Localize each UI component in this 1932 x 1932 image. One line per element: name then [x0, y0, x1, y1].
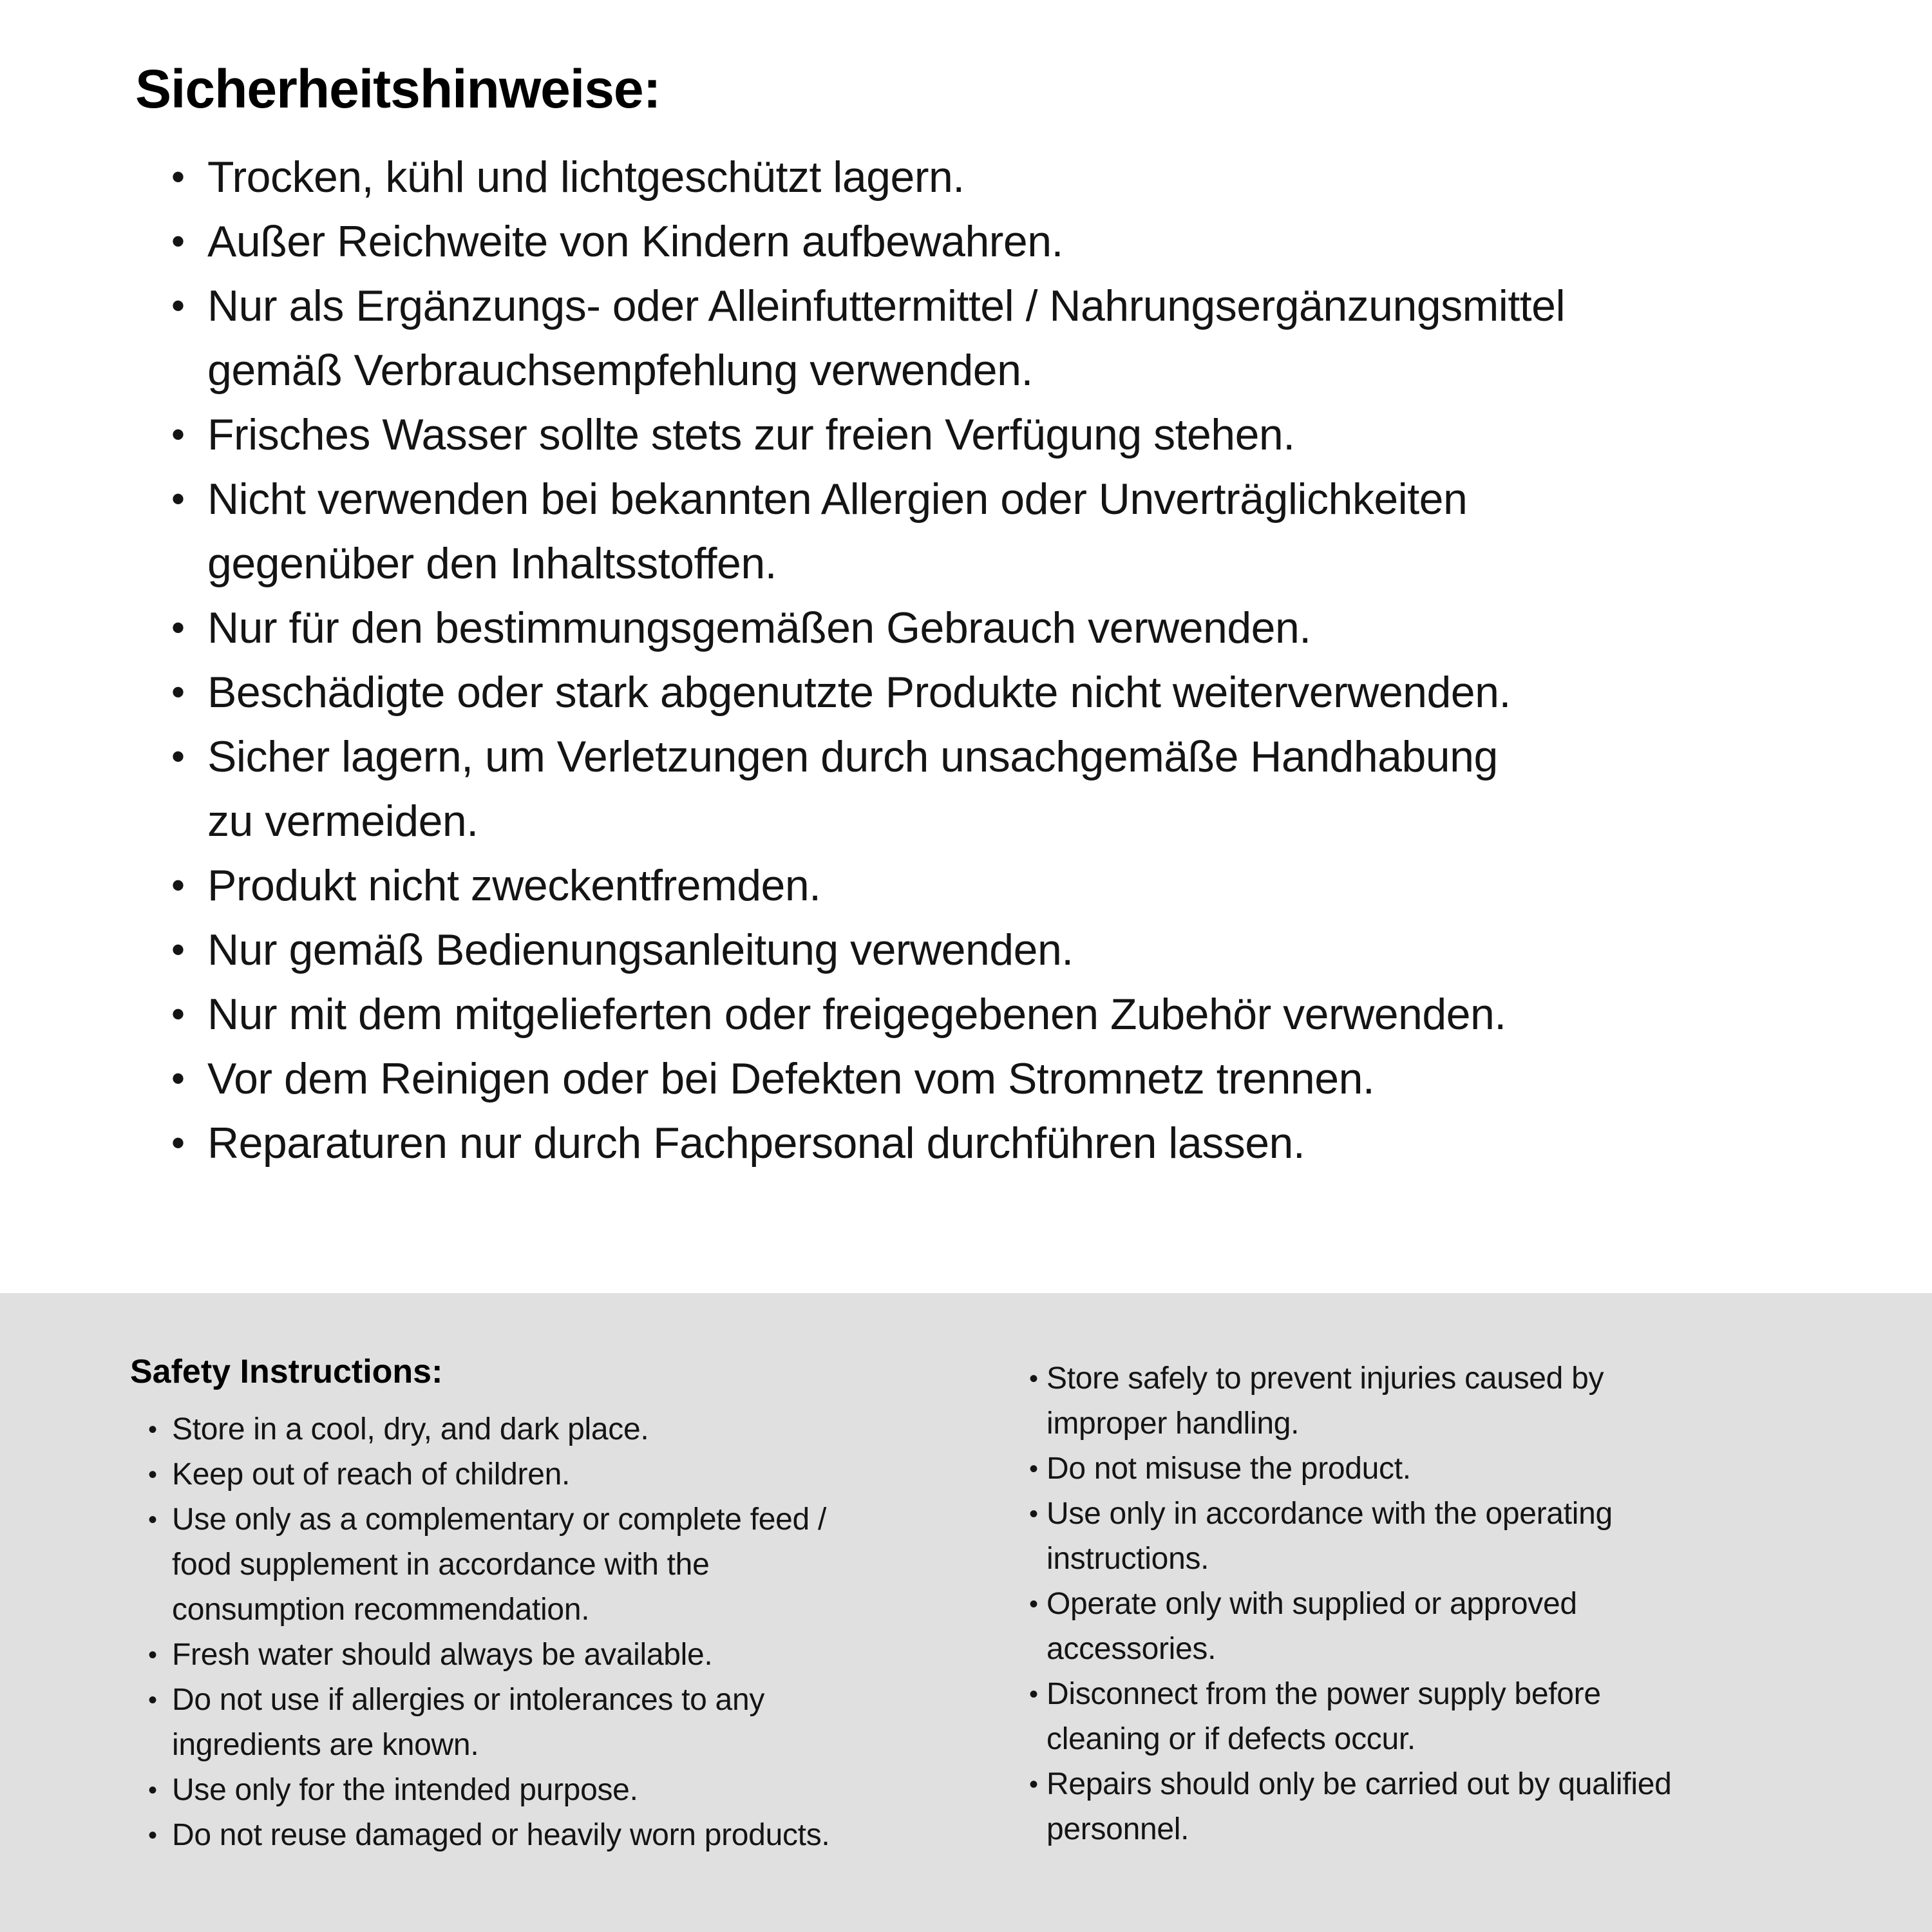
german-safety-title: Sicherheitshinweise:: [135, 59, 661, 119]
list-item-text: Keep out of reach of children.: [172, 1457, 571, 1492]
list-item-text: improper handling.: [1046, 1406, 1300, 1441]
list-item: [171, 274, 1565, 338]
list-item: [171, 724, 1565, 789]
list-item-text: Außer Reichweite von Kindern aufbewahren.: [207, 217, 1063, 266]
list-item-wrap-line: [1029, 1401, 1672, 1446]
list-item: [130, 1497, 829, 1542]
bullet-icon: •: [171, 1121, 185, 1164]
english-safety-heading: Safety Instructions:: [130, 1353, 443, 1390]
list-item-text: zu vermeiden.: [207, 797, 478, 846]
bullet-icon: •: [1029, 1590, 1038, 1618]
bullet-icon: •: [171, 864, 185, 907]
list-item-text: Operate only with supplied or approved: [1046, 1587, 1577, 1621]
list-item-text: Store in a cool, dry, and dark place.: [172, 1412, 649, 1446]
bullet-icon: •: [1029, 1365, 1038, 1393]
bullet-icon: •: [171, 284, 185, 327]
list-item-wrap-line: [130, 1542, 829, 1587]
list-item-text: Do not reuse damaged or heavily worn products.: [172, 1818, 830, 1852]
bullet-icon: •: [148, 1641, 157, 1669]
list-item-text: Nicht verwenden bei bekannten Allergien oder Unverträglichkeiten: [207, 475, 1468, 524]
list-item-text: Repairs should only be carried out by qualified: [1046, 1767, 1672, 1801]
bullet-icon: •: [171, 220, 185, 263]
bullet-icon: •: [171, 413, 185, 456]
list-item: [130, 1768, 829, 1813]
list-item: [171, 918, 1565, 982]
list-item-text: Store safely to prevent injuries caused by: [1046, 1361, 1604, 1396]
list-item: [1029, 1492, 1672, 1537]
list-item-text: Frisches Wasser sollte stets zur freien Verfügung stehen.: [207, 410, 1295, 459]
list-item: [171, 1046, 1565, 1111]
list-item: [130, 1813, 829, 1858]
list-item-text: Use only for the intended purpose.: [172, 1773, 638, 1807]
bullet-icon: •: [171, 992, 185, 1036]
bullet-icon: •: [148, 1416, 157, 1444]
list-item-text: ingredients are known.: [172, 1728, 479, 1762]
list-item: [171, 982, 1565, 1046]
list-item-text: Use only in accordance with the operating: [1046, 1497, 1613, 1531]
bullet-icon: •: [171, 155, 185, 198]
list-item-text: Use only as a complementary or complete feed /: [172, 1502, 827, 1537]
bullet-icon: •: [148, 1686, 157, 1714]
list-item: [171, 467, 1565, 531]
list-item: [171, 853, 1565, 918]
list-item: [1029, 1582, 1672, 1627]
list-item-text: accessories.: [1046, 1632, 1217, 1666]
list-item-text: Nur mit dem mitgelieferten oder freigegebenen Zubehör verwenden.: [207, 990, 1506, 1039]
bullet-icon: •: [1029, 1770, 1038, 1799]
list-item: [1029, 1762, 1672, 1807]
bullet-icon: •: [148, 1821, 157, 1850]
list-item-text: food supplement in accordance with the: [172, 1548, 710, 1582]
english-column-left: [130, 1407, 829, 1858]
bullet-icon: •: [171, 1057, 185, 1100]
list-item-text: Reparaturen nur durch Fachpersonal durchführen lassen.: [207, 1119, 1305, 1168]
list-item: [171, 1111, 1565, 1175]
list-item-wrap-line: [130, 1723, 829, 1768]
list-item-wrap-line: [171, 338, 1565, 402]
bullet-icon: •: [171, 735, 185, 778]
bullet-icon: •: [171, 670, 185, 714]
list-item: [171, 596, 1565, 660]
list-item-text: Fresh water should always be available.: [172, 1638, 713, 1672]
bullet-icon: •: [1029, 1680, 1038, 1709]
list-item-text: Nur für den bestimmungsgemäßen Gebrauch verwenden.: [207, 603, 1311, 652]
list-item: [1029, 1672, 1672, 1717]
bullet-icon: •: [148, 1461, 157, 1489]
list-item-wrap-line: [1029, 1717, 1672, 1762]
list-item-wrap-line: [171, 789, 1565, 853]
list-item: [171, 660, 1565, 724]
list-item: [1029, 1446, 1672, 1492]
list-item-text: Trocken, kühl und lichtgeschützt lagern.: [207, 153, 965, 202]
list-item-text: instructions.: [1046, 1542, 1209, 1576]
list-item-wrap-line: [1029, 1537, 1672, 1582]
list-item: [171, 209, 1565, 274]
list-item: [130, 1678, 829, 1723]
list-item-wrap-line: [171, 531, 1565, 596]
bullet-icon: •: [171, 477, 185, 520]
list-item-text: Sicher lagern, um Verletzungen durch unsachgemäße Handhabung: [207, 732, 1498, 781]
german-safety-list: [171, 145, 1565, 1175]
list-item-wrap-line: [1029, 1627, 1672, 1672]
list-item-wrap-line: [130, 1587, 829, 1633]
list-item-text: cleaning or if defects occur.: [1046, 1722, 1416, 1756]
list-item: [171, 402, 1565, 467]
list-item-text: Nur gemäß Bedienungsanleitung verwenden.: [207, 925, 1074, 974]
english-column-right: [1029, 1356, 1672, 1852]
list-item-text: personnel.: [1046, 1812, 1189, 1846]
list-item-text: consumption recommendation.: [172, 1593, 590, 1627]
list-item-text: Do not misuse the product.: [1046, 1452, 1411, 1486]
list-item-text: Do not use if allergies or intolerances to any: [172, 1683, 765, 1717]
list-item-wrap-line: [1029, 1807, 1672, 1852]
list-item: [171, 145, 1565, 209]
bullet-icon: •: [171, 606, 185, 649]
bullet-icon: •: [1029, 1500, 1038, 1528]
bullet-icon: •: [1029, 1455, 1038, 1483]
bullet-icon: •: [148, 1776, 157, 1804]
list-item-text: Vor dem Reinigen oder bei Defekten vom Stromnetz trennen.: [207, 1054, 1375, 1103]
list-item-text: gegenüber den Inhaltsstoffen.: [207, 539, 777, 588]
bullet-icon: •: [148, 1506, 157, 1534]
list-item-text: Produkt nicht zweckentfremden.: [207, 861, 821, 910]
list-item: [130, 1407, 829, 1452]
list-item-text: Beschädigte oder stark abgenutzte Produkte nicht weiterverwenden.: [207, 668, 1511, 717]
list-item: [130, 1633, 829, 1678]
list-item: [1029, 1356, 1672, 1401]
list-item-text: Disconnect from the power supply before: [1046, 1677, 1601, 1711]
list-item-text: Nur als Ergänzungs- oder Alleinfuttermittel / Nahrungsergänzungsmittel: [207, 281, 1566, 330]
list-item: [130, 1452, 829, 1497]
list-item-text: gemäß Verbrauchsempfehlung verwenden.: [207, 346, 1033, 395]
bullet-icon: •: [171, 928, 185, 971]
